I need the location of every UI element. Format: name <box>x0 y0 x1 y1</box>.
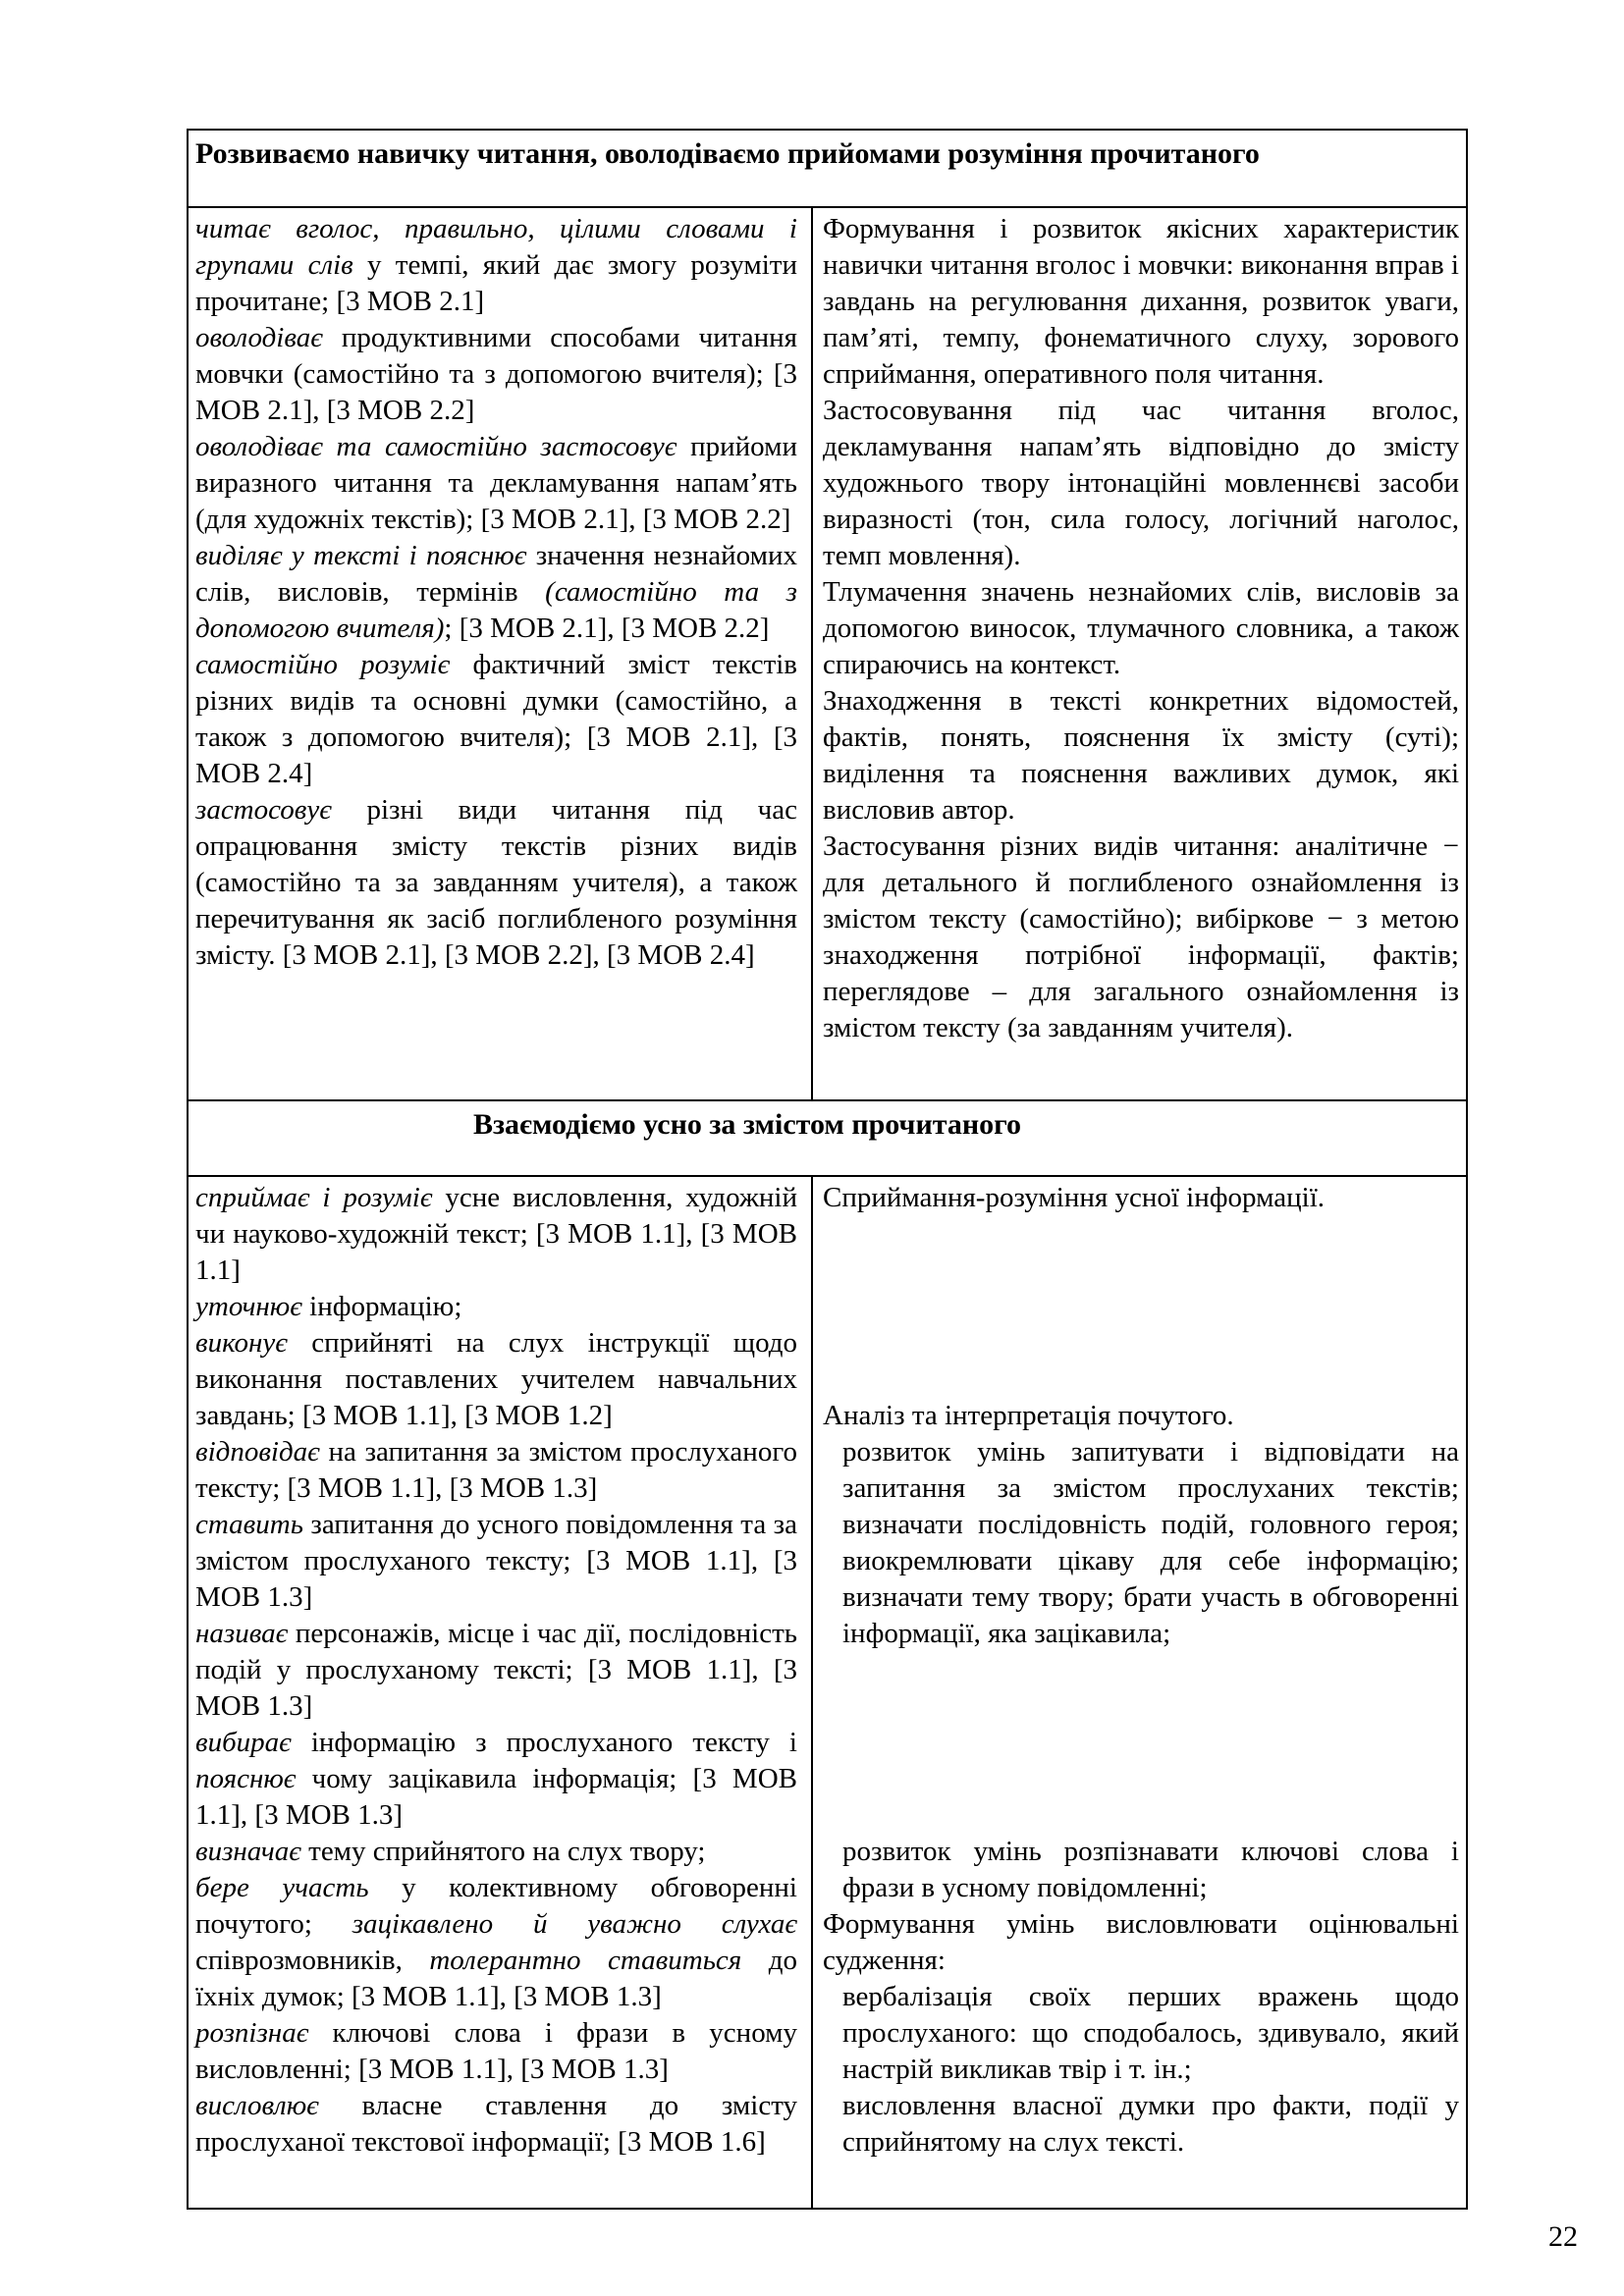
italic-run: сприймає і розуміє <box>195 1182 433 1213</box>
paragraph <box>195 1616 797 1725</box>
empty-line <box>823 1725 1459 1761</box>
section2-outcomes-cell <box>189 1177 813 2208</box>
paragraph <box>823 1834 1459 1906</box>
italic-run: бере участь <box>195 1872 369 1903</box>
text-run: Сприймання-розуміння усної інформації. <box>823 1182 1325 1213</box>
text-run: фактичний зміст текстів різних видів та основні думки (самостійно, а також з допомогою вчителя); [3 МОВ 2.1], [3 МОВ 2.4] <box>195 649 797 789</box>
italic-run: пояснює <box>195 1763 297 1794</box>
text-run: Застосовування під час читання вголос, декламування напам’ять відповідно до змісту художнього твору інтонаційні мовленнєві засоби виразності (тон, сила голосу, логічний наголос, темп мовлення). <box>823 395 1459 571</box>
paragraph <box>195 1834 797 1870</box>
section2-header: Взаємодіємо усно за змістом прочитаного <box>472 1108 1022 1141</box>
paragraph <box>823 1906 1459 1979</box>
text-run: різні види читання під час опрацювання змісту текстів різних видів (самостійно та за завданням учителя), а також перечитування як засіб поглибленого розуміння змісту. [3 МОВ 2.1], [3 МОВ 2.2], [3 МОВ 2.4] <box>195 794 797 971</box>
paragraph <box>823 1180 1459 1216</box>
paragraph <box>195 647 797 792</box>
paragraph <box>195 1434 797 1507</box>
text-run: тему сприйнятого на слух твору; <box>300 1836 706 1867</box>
italic-run: (самостійно та з допомогою вчителя) <box>195 576 797 644</box>
paragraph <box>823 1434 1459 1652</box>
italic-run: відповідає <box>195 1436 320 1468</box>
paragraph <box>195 2015 797 2088</box>
paragraph <box>823 393 1459 574</box>
text-run: сприйняті на слух інструкції щодо виконання поставлених учителем навчальних завдань; [3 МОВ 1.1], [3 МОВ 1.2] <box>195 1327 797 1431</box>
text-run: чому зацікавила інформація; [3 МОВ 1.1], [3 МОВ 1.3] <box>195 1763 797 1831</box>
paragraph <box>195 2088 797 2161</box>
italic-run: читає вголос, правильно, цілими словами і групами слів <box>195 213 797 281</box>
paragraph <box>195 211 797 320</box>
paragraph <box>823 1979 1459 2088</box>
text-run: Формування умінь висловлювати оцінювальні судження: <box>823 1908 1459 1976</box>
text-run: прийоми виразного читання та декламування напам’ять (для художніх текстів); [3 МОВ 2.1], [3 МОВ 2.2] <box>195 431 797 535</box>
text-run: продуктивними способами читання мовчки (самостійно та з допомогою вчителя); [3 МОВ 2.1], [3 МОВ 2.2] <box>195 322 797 426</box>
text-run: персонажів, місце і час дії, послідовність подій у прослуханому тексті; [3 МОВ 1.1], [3 МОВ 1.3] <box>195 1618 797 1722</box>
paragraph <box>195 792 797 974</box>
paragraph <box>195 1725 797 1834</box>
italic-run: виконує <box>195 1327 288 1359</box>
italic-run: оволодіває <box>195 322 323 353</box>
paragraph <box>823 828 1459 1046</box>
text-run: усне висловлення, художній чи науково-художній текст; [3 МОВ 1.1], [3 МОВ 1.1] <box>195 1182 797 1286</box>
paragraph <box>823 211 1459 393</box>
text-run: висловлення власної думки про факти, події у сприйнятому на слух тексті. <box>842 2090 1459 2158</box>
section2-body-row <box>189 1175 1466 2208</box>
italic-run: оволодіває та самостійно застосовує <box>195 431 677 462</box>
section1-header-row <box>189 131 1466 206</box>
italic-run: називає <box>195 1618 289 1649</box>
empty-line <box>823 1216 1459 1253</box>
paragraph <box>823 574 1459 683</box>
italic-run: самостійно розуміє <box>195 649 451 680</box>
text-run: власне ставлення до змісту прослуханої текстової інформації; [3 МОВ 1.6] <box>195 2090 797 2158</box>
paragraph <box>195 1289 797 1325</box>
empty-line <box>823 1797 1459 1834</box>
paragraph <box>195 1507 797 1616</box>
italic-run: визначає <box>195 1836 301 1867</box>
text-run: Знаходження в тексті конкретних відомостей, фактів, понять, пояснення їх змісту (суті); виділення та пояснення важливих думок, які висловив автор. <box>823 685 1459 826</box>
empty-line <box>823 1688 1459 1725</box>
empty-line <box>823 1761 1459 1797</box>
text-run: у колективному обговоренні почутого; <box>195 1872 797 1940</box>
text-run: ; [3 МОВ 2.1], [3 МОВ 2.2] <box>444 613 770 644</box>
text-run: Формування і розвиток якісних характеристик навички читання вголос і мовчки: виконання вправ і завдань на регулювання дихання, розвиток уваги, пам’яті, темпу, фонематичного слуху, зорового сприймання, оперативного поля читання. <box>823 213 1459 390</box>
paragraph <box>195 538 797 647</box>
italic-run: застосовує <box>195 794 332 826</box>
text-run: запитання до усного повідомлення та за змістом прослуханого тексту; [3 МОВ 1.1], [3 МОВ 1.3] <box>195 1509 797 1613</box>
italic-run: вибирає <box>195 1727 292 1758</box>
text-run: розвиток умінь розпізнавати ключові слова і фрази в усному повідомленні; <box>842 1836 1459 1903</box>
text-run: до їхніх думок; [3 МОВ 1.1], [3 МОВ 1.3] <box>195 1945 797 2012</box>
paragraph <box>823 1398 1459 1434</box>
empty-line <box>823 1362 1459 1398</box>
text-run: на запитання за змістом прослуханого тексту; [3 МОВ 1.1], [3 МОВ 1.3] <box>195 1436 797 1504</box>
text-run: значення незнайомих слів, висловів, термінів <box>195 540 797 608</box>
italic-run: розпізнає <box>195 2017 309 2049</box>
italic-run: висловлює <box>195 2090 319 2121</box>
text-run: інформацію; <box>301 1291 462 1322</box>
empty-line <box>823 1652 1459 1688</box>
text-run: Застосування різних видів читання: аналітичне − для детального й поглибленого ознайомлення із змістом тексту (самостійно); вибіркове − з метою знаходження потрібної інформації, фактів; переглядове – для загального ознайомлення із змістом тексту (за завданням учителя). <box>823 830 1459 1043</box>
paragraph <box>823 2088 1459 2161</box>
paragraph <box>195 1325 797 1434</box>
italic-run: ставить <box>195 1509 303 1540</box>
paragraph <box>823 683 1459 828</box>
text-run: співрозмовників, <box>195 1945 430 1976</box>
paragraph <box>195 320 797 429</box>
page-number: 22 <box>1548 2220 1578 2253</box>
text-run: вербалізація своїх перших вражень щодо прослуханого: що сподобалось, здивувало, який настрій викликав твір і т. ін.; <box>842 1981 1459 2085</box>
text-run: ключові слова і фрази в усному висловленні; [3 МОВ 1.1], [3 МОВ 1.3] <box>195 2017 797 2085</box>
section1-body-row <box>189 206 1466 1099</box>
italic-run: уточнює <box>195 1291 302 1322</box>
text-run: у темпі, який дає змогу розуміти прочитане; [3 МОВ 2.1] <box>195 249 797 317</box>
text-run: Аналіз та інтерпретація почутого. <box>823 1400 1234 1431</box>
paragraph <box>195 1870 797 2015</box>
text-run: Тлумачення значень незнайомих слів, висловів за допомогою виносок, тлумачного словника, а також спираючись на контекст. <box>823 576 1459 680</box>
curriculum-table <box>187 129 1468 2210</box>
section1-content-cell <box>813 208 1466 1099</box>
italic-run: зацікавлено й уважно слухає <box>352 1908 797 1940</box>
text-run: інформацію з прослуханого тексту і <box>291 1727 797 1758</box>
empty-line <box>823 1253 1459 1289</box>
paragraph <box>195 429 797 538</box>
section1-outcomes-cell <box>189 208 813 1099</box>
text-run: розвиток умінь запитувати і відповідати на запитання за змістом прослуханих текстів; визначати послідовність подій, головного героя; виокремлювати цікаву для себе інформацію; визначати тему твору; брати участь в обговоренні інформації, яка зацікавила; <box>842 1436 1459 1649</box>
empty-line <box>823 1289 1459 1325</box>
italic-run: виділяє у тексті і пояснює <box>195 540 527 571</box>
italic-run: толерантно ставиться <box>429 1945 742 1976</box>
paragraph <box>195 1180 797 1289</box>
section2-content-cell <box>813 1177 1466 2208</box>
section1-header: Розвиваємо навичку читання, оволодіваємо прийомами розуміння прочитаного <box>195 137 1260 170</box>
section2-header-row <box>189 1099 1466 1175</box>
empty-line <box>823 1325 1459 1362</box>
